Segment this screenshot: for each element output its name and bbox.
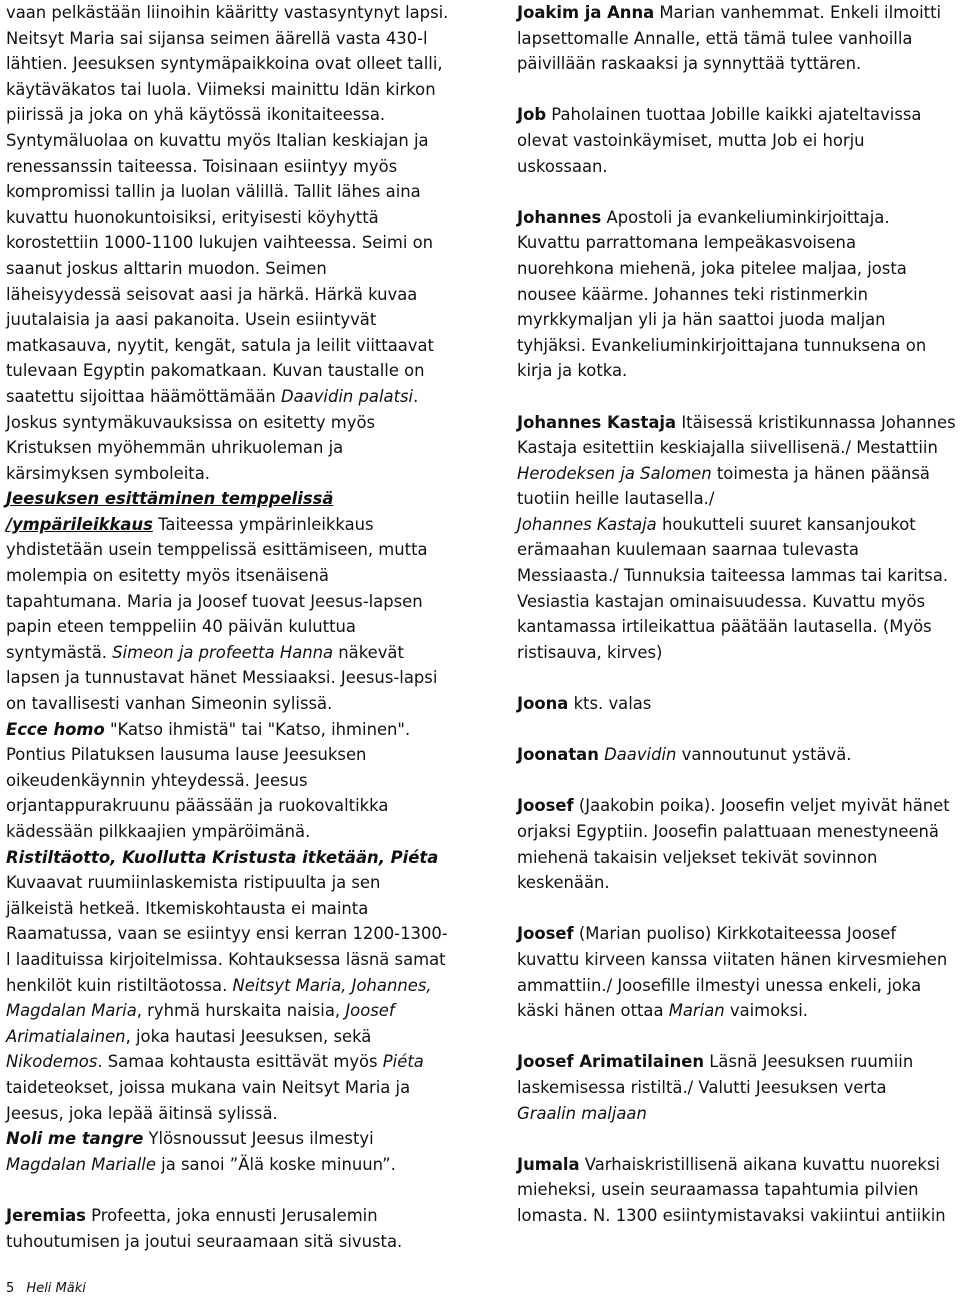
text-line (6, 26, 452, 52)
text-line (517, 640, 960, 666)
text-line (517, 154, 960, 180)
text-run: Kristuksen myöhemmän uhrikuoleman ja (6, 438, 344, 458)
text-line (517, 845, 960, 871)
text-line (517, 563, 960, 589)
text-line (6, 742, 452, 768)
text-line (517, 410, 960, 436)
text-line (6, 333, 452, 359)
text-line (6, 358, 452, 384)
text-line (6, 230, 452, 256)
text-run: myrkkymaljan yli ja hän saattoi juoda maljan (517, 310, 886, 330)
text-line (6, 845, 452, 871)
text-line (6, 614, 452, 640)
text-line (6, 435, 452, 461)
text-run: tulevaan Egyptin pakomatkaan. Kuvan taustalle on (6, 361, 425, 381)
text-run: Syntymäluolaa on kuvattu myös Italian keskiajan ja (6, 130, 429, 150)
text-run: tapahtumana. Maria ja Joosef tuovat Jeesus-lapsen (6, 591, 423, 611)
text-line (517, 512, 960, 538)
text-line (6, 1229, 452, 1255)
text-run: (Marian puoliso) Kirkkotaiteessa Joosef (573, 924, 897, 944)
text-line (6, 154, 452, 180)
text-line (6, 512, 452, 538)
text-line (517, 51, 960, 77)
text-run: vaan pelkästään liinoihin kääritty vastasyntynyt lapsi. (6, 3, 449, 22)
text-run: Graalin maljaan (517, 1103, 647, 1123)
text-run: orjaksi Egyptiin. Joosefin palattuaan menestyneenä (517, 822, 939, 841)
text-line (6, 282, 452, 308)
text-run: Magdalan Marialle (6, 1154, 156, 1174)
text-line (517, 921, 960, 947)
paragraph-gap (517, 179, 960, 205)
text-run: Raamatussa, vaan se esiintyy ensi kerran 1200-1300- (6, 924, 448, 944)
text-line (517, 102, 960, 128)
text-line (517, 691, 960, 717)
text-run: uskossaan. (517, 156, 608, 176)
entry-term: Johannes (517, 207, 602, 227)
text-run: mieheksi, usein seuraamassa tapahtumia pilvien (517, 1180, 919, 1200)
text-run: tuhoutumisen ja joutui seuraamaan sitä sivusta. (6, 1231, 403, 1251)
text-run: Daavidin palatsi (281, 386, 414, 406)
text-run: Ylösnoussut Jeesus ilmestyi (143, 1129, 374, 1149)
text-line (6, 589, 452, 615)
text-line (517, 793, 960, 819)
text-run: (Jaakobin poika). Joosefin veljet myivät hänet (573, 796, 950, 816)
entry-term: Johannes Kastaja (517, 412, 677, 432)
text-run: Neitsyt Maria sai sijansa seimen äärellä vasta 430-l (6, 28, 428, 48)
text-run: nousee käärme. Johannes teki ristinmerkin (517, 284, 869, 304)
text-run: kantamassa irtileikattua päätään lautasella. (Myös (517, 617, 932, 637)
text-run: näkevät (333, 642, 404, 662)
text-run: Daavidin (604, 745, 677, 765)
text-run: kärsimyksen symboleita. (6, 463, 210, 483)
text-run: henkilöt kuin ristiltäotossa. (6, 975, 233, 995)
text-run: Vesiastia kastajan ominaisuudessa. Kuvattu myös (517, 591, 926, 611)
text-line (517, 333, 960, 359)
text-run: renessanssin taiteessa. Toisinaan esiintyy myös (6, 156, 398, 176)
text-run: taideteokset, joissa mukana vain Neitsyt Maria ja (6, 1077, 411, 1097)
text-run: lomasta. N. 1300 esiintymistavaksi vakiintui antiikin (517, 1205, 946, 1225)
text-line (517, 26, 960, 52)
text-run: lapsettomalle Annalle, että tämä tulee vanhoilla (517, 28, 913, 48)
text-run: oikeudenkäynnin yhteydessä. Jeesus (6, 770, 308, 790)
text-line (517, 307, 960, 333)
text-line (517, 128, 960, 154)
paragraph-gap (517, 384, 960, 410)
text-line (6, 51, 452, 77)
text-line (517, 205, 960, 231)
text-run: Herodeksen ja Salomen (517, 463, 712, 483)
text-run: korostettiin 1000-1100 lukujen vaihteessa. Seimi on (6, 233, 434, 253)
text-line (517, 230, 960, 256)
text-run: ristisauva, kirves) (517, 642, 663, 662)
text-run: käski hänen ottaa (517, 1001, 669, 1021)
text-line (517, 1177, 960, 1203)
entry-term: Ristiltäotto, Kuollutta Kristusta itketään, Piéta (6, 847, 439, 867)
entry-term: Jeesuksen esittäminen temppelissä (6, 489, 334, 509)
text-line (6, 205, 452, 231)
text-line (6, 1203, 452, 1229)
text-run: Simeon ja profeetta Hanna (112, 642, 334, 662)
entry-term: Jumala (517, 1154, 580, 1174)
text-line (6, 77, 452, 103)
paragraph-gap (517, 1024, 960, 1050)
text-line (6, 128, 452, 154)
text-line (6, 998, 452, 1024)
text-run: Kuvattu parrattomana lempeäkasvoisena (517, 233, 856, 253)
text-line (6, 256, 452, 282)
text-line (517, 537, 960, 563)
text-run: keskenään. (517, 873, 610, 893)
entry-term: Joakim ja Anna (517, 3, 655, 22)
text-run: Pontius Pilatuksen lausuma lause Jeesuksen (6, 745, 367, 765)
text-line (6, 1101, 452, 1127)
text-run: saanut joskus alttarin muodon. Seimen (6, 258, 327, 278)
paragraph-gap (6, 1177, 452, 1203)
text-run: papin eteen temppeliin 40 päivän kuluttua (6, 617, 356, 637)
text-line (517, 1152, 960, 1178)
text-line (6, 640, 452, 666)
text-run: matkasauva, nyytit, kengät, satula ja leilit viittaavat (6, 335, 434, 355)
text-run: Jeesus, joka lepää äitinsä sylissä. (6, 1103, 278, 1123)
text-run: kts. valas (568, 694, 652, 714)
text-run: läheisyydessä seisovat aasi ja härkä. Härkä kuvaa (6, 284, 418, 304)
text-run: Itäisessä kristikunnassa Johannes (676, 412, 956, 432)
text-run: saatettu sijoittaa häämöttämään (6, 386, 281, 406)
text-run: erämaahan kuulemaan saarnaa tulevasta (517, 540, 859, 560)
text-run: syntymästä. (6, 642, 113, 662)
text-run: yhdistetään usein temppelissä esittämiseen, mutta (6, 540, 428, 560)
text-run: . (413, 386, 419, 406)
entry-term: Job (517, 105, 547, 125)
text-line (517, 358, 960, 384)
text-line (6, 947, 452, 973)
text-run: kädessään pilkkaajien ympäröimänä. (6, 822, 311, 841)
text-run: laskemisessa ristiltä./ Valutti Jeesuksen verta (517, 1077, 887, 1097)
text-line (517, 870, 960, 896)
text-line (6, 1024, 452, 1050)
text-line (6, 307, 452, 333)
entry-term: Jeremias (6, 1205, 86, 1225)
text-run: Läsnä Jeesuksen ruumiin (704, 1052, 914, 1072)
text-line (6, 0, 452, 26)
text-run: Taiteessa ympärinleikkaus (152, 514, 374, 534)
text-run: Magdalan Maria (6, 1001, 137, 1021)
text-run: vaimoksi. (724, 1001, 808, 1021)
text-line (517, 282, 960, 308)
paragraph-gap (517, 77, 960, 103)
text-line (517, 256, 960, 282)
entry-term: Joosef (517, 924, 574, 944)
text-line (517, 1101, 960, 1127)
paragraph-gap (517, 1126, 960, 1152)
text-line (6, 793, 452, 819)
text-line (6, 921, 452, 947)
page-footer (6, 1281, 86, 1297)
text-run: orjantappurakruunu päässään ja ruokovaltikka (6, 796, 389, 816)
text-run: Kuvaavat ruumiinlaskemista ristipuulta ja sen (6, 873, 381, 893)
paragraph-gap (517, 768, 960, 794)
text-run: piirissä ja joka on yhä käytössä ikonitaiteessa. (6, 105, 386, 125)
text-run: Neitsyt Maria, Johannes, (232, 975, 432, 995)
text-run: nuorehkona miehenä, joka pitelee maljaa, josta (517, 258, 907, 278)
text-run: vannoutunut ystävä. (676, 745, 852, 765)
text-run: olevat vastoinkäymiset, mutta Job ei horju (517, 130, 865, 150)
text-line (6, 410, 452, 436)
text-run: , ryhmä hurskaita naisia, (136, 1001, 346, 1021)
entry-term: Ecce homo (6, 719, 105, 739)
text-run: Piéta (382, 1052, 424, 1072)
text-line (517, 589, 960, 615)
entry-term: Joona (517, 694, 569, 714)
text-line (517, 973, 960, 999)
text-run: kompromissi tallin ja luolan välillä. Tallit lähes aina (6, 182, 421, 202)
text-line (6, 896, 452, 922)
text-run: ja sanoi ”Älä koske minuun”. (155, 1154, 396, 1174)
text-run: käytäväkatos tai luola. Viimeksi mainittu Idän kirkon (6, 79, 436, 99)
text-line (517, 998, 960, 1024)
text-run: lähtien. Jeesuksen syntymäpaikkoina ovat olleet talli, (6, 54, 443, 74)
text-line (6, 563, 452, 589)
text-run: juutalaisia ja aasi pakanoita. Usein esiintyvät (6, 310, 377, 330)
text-line (6, 1152, 452, 1178)
text-line (6, 461, 452, 487)
text-run: on tavallisesti vanhan Simeonin sylissä. (6, 694, 333, 714)
text-line (6, 870, 452, 896)
text-line (6, 768, 452, 794)
text-line (517, 742, 960, 768)
text-run: Varhaiskristillisenä aikana kuvattu nuoreksi (579, 1154, 940, 1174)
text-line (6, 537, 452, 563)
text-run: Paholainen tuottaa Jobille kaikki ajateltavissa (546, 105, 922, 125)
text-run: kuvattu huonokuntoisiksi, erityisesti köyhyttä (6, 207, 379, 227)
text-run: Profeetta, joka ennusti Jerusalemin (85, 1205, 378, 1225)
text-line (6, 179, 452, 205)
text-run: päivillään raskaaksi ja synnyttää tyttären. (517, 54, 862, 74)
page-number: 5 (6, 1281, 15, 1296)
text-run: molempia on esitetty myös itsenäisenä (6, 566, 329, 586)
text-line (6, 1075, 452, 1101)
entry-term: Joosef Arimatilainen (517, 1052, 705, 1072)
text-run: l laadituissa kirjoitelmissa. Kohtauksessa läsnä samat (6, 949, 446, 969)
text-run: lapsen ja tunnustavat hänet Messiaaksi. Jeesus-lapsi (6, 668, 438, 688)
text-line (517, 819, 960, 845)
text-run: Arimatialainen (6, 1026, 126, 1046)
text-run: Marian vanhemmat. Enkeli ilmoitti (654, 3, 942, 22)
text-line (6, 973, 452, 999)
text-run: Apostoli ja evankeliuminkirjoittaja. (601, 207, 890, 227)
text-line (6, 691, 452, 717)
text-line (517, 1075, 960, 1101)
text-line (6, 1126, 452, 1152)
paragraph-gap (517, 665, 960, 691)
text-line (517, 0, 960, 26)
text-run: houkutteli suuret kansanjoukot (656, 514, 916, 534)
text-run: kirja ja kotka. (517, 361, 628, 381)
text-line (6, 384, 452, 410)
text-line (517, 1203, 960, 1229)
text-line (517, 1049, 960, 1075)
text-run: miehenä takaisin veljekset tekivät sovinnon (517, 847, 878, 867)
text-line (517, 614, 960, 640)
text-run: tuotiin heille lautasella./ (517, 489, 715, 509)
text-run: ammattiin./ Joosefille ilmestyi unessa enkeli, joka (517, 975, 922, 995)
left-text-column (6, 0, 452, 1254)
entry-term: Noli me tangre (6, 1129, 144, 1149)
text-line (517, 947, 960, 973)
paragraph-gap (517, 896, 960, 922)
text-line (517, 435, 960, 461)
footer-author: Heli Mäki (26, 1281, 86, 1296)
text-run: Joskus syntymäkuvauksissa on esitetty myös (6, 412, 376, 432)
text-line (517, 486, 960, 512)
paragraph-gap (517, 717, 960, 743)
entry-term: Joonatan (517, 745, 599, 765)
text-run: jälkeistä hetkeä. Itkemiskohtausta ei mainta (6, 898, 369, 918)
text-run: Kastaja esitettiin keskiajalla siivellisenä./ Mestattiin (517, 438, 938, 458)
text-run: Nikodemos (6, 1052, 98, 1072)
text-line (6, 665, 452, 691)
entry-term: /ympärileikkaus (6, 514, 153, 534)
text-run: . Samaa kohtausta esittävät myös (97, 1052, 383, 1072)
text-run: Marian (668, 1001, 725, 1021)
text-run: Messiaasta./ Tunnuksia taiteessa lammas tai karitsa. (517, 566, 949, 586)
text-run: toimesta ja hänen päänsä (711, 463, 930, 483)
text-run: "Katso ihmistä" tai "Katso, ihminen". (104, 719, 411, 739)
text-line (6, 717, 452, 743)
text-run: Johannes Kastaja (517, 514, 657, 534)
text-line (6, 102, 452, 128)
text-line (6, 819, 452, 845)
right-text-column (517, 0, 960, 1229)
text-run: , joka hautasi Jeesuksen, sekä (125, 1026, 372, 1046)
text-line (6, 486, 452, 512)
text-run: Joosef (345, 1001, 395, 1021)
text-line (6, 1049, 452, 1075)
entry-term: Joosef (517, 796, 574, 816)
text-run: tyhjäksi. Evankeliuminkirjoittajana tunnuksena on (517, 335, 927, 355)
text-run: kuvattu kirveen kanssa viitaten hänen kirvesmiehen (517, 949, 948, 969)
text-line (517, 461, 960, 487)
